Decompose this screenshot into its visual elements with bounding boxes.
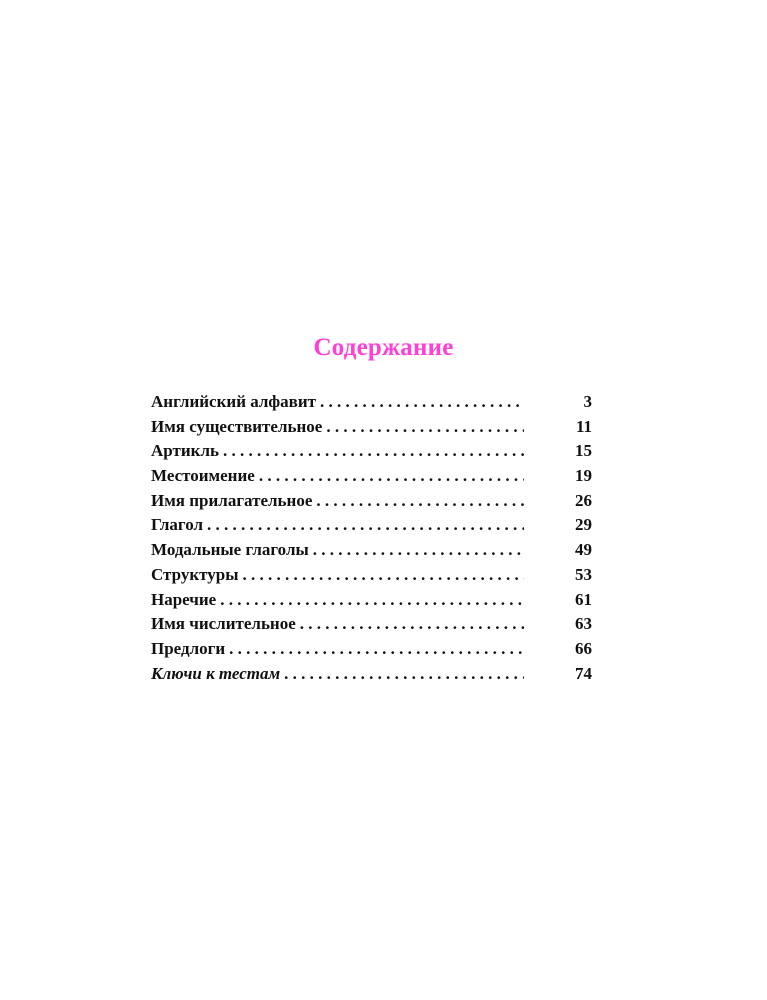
toc-entry[interactable] (151, 415, 592, 440)
toc-entry-page: 74 (575, 663, 592, 683)
dot-leader (320, 390, 524, 415)
dot-leader (223, 439, 524, 464)
toc-entry-label: Местоимение (151, 466, 255, 486)
toc-entry-label: Предлоги (151, 638, 226, 658)
dot-leader (326, 415, 524, 440)
toc-entry[interactable] (151, 513, 592, 538)
toc-entry-page: 15 (575, 441, 592, 461)
toc-entry-page: 66 (575, 638, 592, 658)
toc-entry-label: Английский алфавит (151, 392, 317, 411)
dot-leader (229, 637, 524, 662)
dot-leader (313, 538, 524, 563)
dot-leader (284, 662, 524, 687)
toc-entry-label: Модальные глаголы (151, 540, 309, 560)
page-title: Содержание (313, 334, 454, 361)
toc-entry-page: 19 (575, 466, 592, 486)
toc-entry-label: Структуры (151, 564, 239, 584)
dot-leader (259, 464, 524, 489)
toc-entry[interactable] (151, 637, 592, 662)
toc-entry-page: 3 (583, 392, 592, 411)
toc-entry[interactable] (151, 612, 592, 637)
toc-entry-label: Имя прилагательное (151, 490, 313, 510)
toc-entry-label: Ключи к тестам (151, 663, 281, 683)
dot-leader (207, 513, 524, 538)
toc-entry[interactable] (151, 390, 592, 415)
toc-entry[interactable] (151, 538, 592, 563)
toc-entry-page: 49 (575, 540, 592, 560)
dot-leader (316, 489, 524, 514)
dot-leader (300, 612, 524, 637)
toc-entry[interactable] (151, 439, 592, 464)
toc-entry[interactable] (151, 489, 592, 514)
dot-leader (220, 588, 524, 613)
toc-entry-label: Артикль (151, 441, 219, 461)
toc-entry-label: Имя существительное (151, 416, 323, 436)
toc-entry-label: Имя числительное (151, 614, 296, 634)
toc-entry-label: Глагол (151, 515, 204, 535)
toc-entry-page: 26 (575, 490, 592, 510)
toc-entry[interactable] (151, 563, 592, 588)
table-of-contents (151, 390, 592, 686)
dot-leader (243, 563, 525, 588)
toc-entry[interactable] (151, 464, 592, 489)
toc-entry-label: Наречие (151, 589, 217, 609)
toc-entry-page: 11 (575, 416, 592, 436)
toc-entry[interactable] (151, 588, 592, 613)
toc-entry-page: 53 (575, 564, 592, 584)
toc-entry-page: 61 (575, 589, 592, 609)
toc-entry[interactable] (151, 662, 592, 687)
toc-entry-page: 29 (575, 515, 592, 535)
toc-entry-page: 63 (575, 614, 592, 634)
